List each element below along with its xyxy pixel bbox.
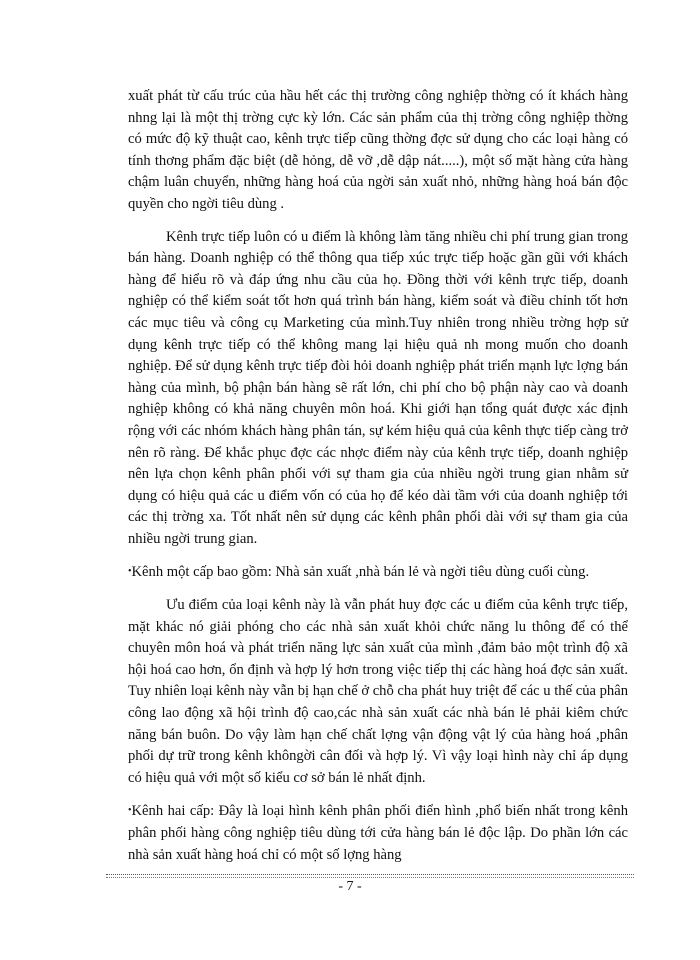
paragraph-2: Kênh trực tiếp luôn có u điểm là không làm tăng nhiều chi phí trung gian trong bán hàng. Doanh nghiệp có thể thông qua tiếp xúc trực tiếp hoặc gần gũi với khách hàng để hiểu rõ và đáp ứng nhu cầu của họ. Đồng thời với kênh trực tiếp, doanh nghiệp có thể kiểm soát tốt hơn quá trình bán hàng, kiểm soát và điều chỉnh tốt hơn các mục tiêu và công cụ Marketing của mình.Tuy nhiên trong nhiều trờng hợp sử dụng kênh trực tiếp có thể không mang lại hiệu quả nh mong muốn cho doanh nghiệp. Để sử dụng kênh trực tiếp đòi hỏi doanh nghiệp phát triển mạnh lực lợng bán hàng của mình, bộ phận bán hàng sẽ rất lớn, chi phí cho bộ phận này cao và doanh nghiệp không có khả năng chuyên môn hoá. Khi giới hạn tổng quát được xác định rộng với các nhóm khách hàng phân tán, sự kém hiệu quả của kênh thực tiếp càng trở nên rõ ràng. Để khắc phục đợc các nhợc điểm này của kênh trực tiếp, doanh nghiệp nên lựa chọn kênh phân phối với sự tham gia của nhiều ngời trung gian nhằm sử dụng có hiệu quả các u điểm vốn có của họ để kéo dài tầm với của doanh nghiệp tới các thị trờng xa. Tốt nhất nên sử dụng các kênh phân phối dài với sự tham gia của nhiều ngời trung gian. xyxy=(128,228,628,547)
body-text xyxy=(128,86,628,866)
page-number: - 7 - xyxy=(338,879,362,894)
bullet-paragraph-2-text: Kênh hai cấp: Đây là loại hình kênh phân phối điển hình ,phổ biến nhất trong kênh phân phối hàng công nghiệp tiêu dùng tới cửa hàng bán lẻ độc lập. Do phần lớn các nhà sản xuất hàng hoá chỉ có một số lợng hàng xyxy=(128,803,628,863)
bullet-paragraph-1 xyxy=(128,561,628,584)
bullet-icon: • xyxy=(128,566,132,578)
footer-divider-secondary xyxy=(106,877,634,878)
bullet-paragraph-1-text: Kênh một cấp bao gồm: Nhà sản xuất ,nhà bán lẻ và ngời tiêu dùng cuối cùng. xyxy=(131,564,590,581)
bullet-icon: • xyxy=(128,805,132,817)
paragraph-3: Ưu điểm của loại kênh này là vẫn phát huy đợc các u điểm của kênh trực tiếp, mặt khác nó giải phóng cho các nhà sản xuất khỏi chức năng lu thông để có thể chuyên môn hoá và phát triển năng lực sản xuất của mình ,đảm bảo một trình độ xã hội hoá cao hơn, ổn định và hợp lý hơn trong việc tiếp thị các hàng hoá đợc sản xuất. Tuy nhiên loại kênh này vẫn bị hạn chế ở chỗ cha phát huy triệt để các u thế của phân công lao động xã hội trình độ cao,các nhà sản xuất các nhà bán lẻ phải kiêm chức năng bán buôn. Do vậy làm hạn chế chất lợng vận động vật lý của hàng hoá ,phân phối dự trữ trong kênh khôngời cân đối và hợp lý. Vì vậy loại hình này chỉ áp dụng có hiệu quả với một số kiểu cơ sở bán lẻ nhất định. xyxy=(128,597,628,786)
footer-divider xyxy=(106,874,634,875)
paragraph-1: xuất phát từ cấu trúc của hầu hết các thị trường công nghiệp thờng có ít khách hàng nhng lại là một thị trờng cực kỳ lớn. Các sản phẩm của thị trờng công nghiệp thờng có mức độ kỹ thuật cao, kênh trực tiếp cũng thờng đợc sử dụng cho các loại hàng có tính thơng phẩm đặc biệt (dễ hỏng, dễ vỡ ,dễ dập nát.....), một số mặt hàng cửa hàng chậm luân chuyển, những hàng hoá của ngời sản xuất nhỏ, những hàng hoá bán độc quyền cho ngời tiêu dùng . xyxy=(128,88,628,212)
bullet-paragraph-2 xyxy=(128,800,628,866)
